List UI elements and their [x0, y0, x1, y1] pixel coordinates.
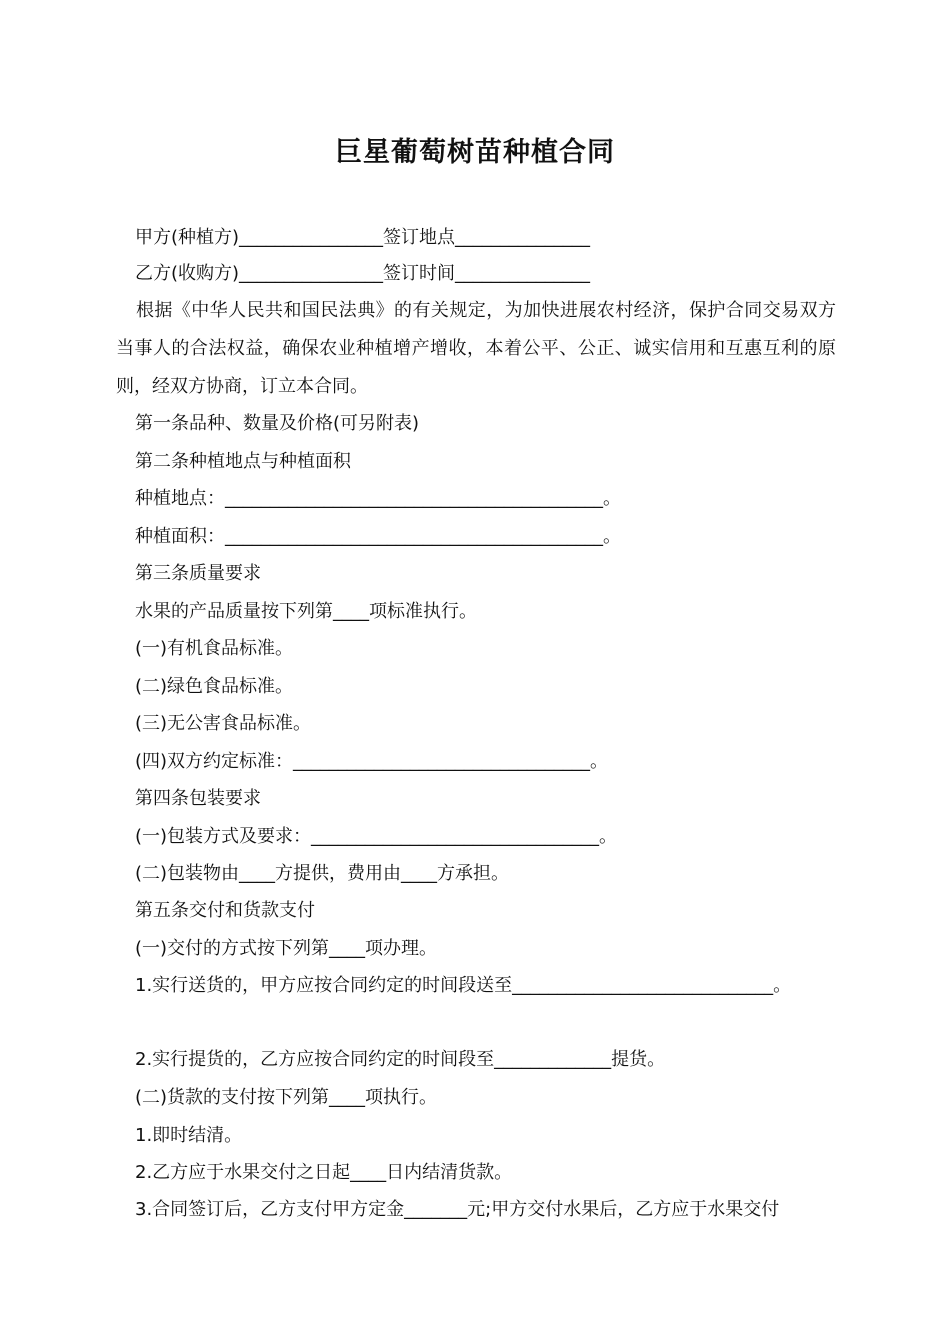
- payment-option-1: 1.即时结清。: [135, 1125, 243, 1146]
- packaging-line-1: (一)包装方式及要求：________________________________。: [135, 826, 618, 847]
- payment-method-line: (二)货款的支付按下列第____项执行。: [135, 1087, 438, 1108]
- party-b-line: 乙方(收购方)________________签订时间_______________: [135, 263, 591, 284]
- quality-option-3: (三)无公害食品标准。: [135, 713, 312, 734]
- packaging-line-2: (二)包装物由____方提供，费用由____方承担。: [135, 863, 510, 884]
- article-3-heading: 第三条质量要求: [135, 563, 261, 584]
- party-a-line: 甲方(种植方)________________签订地点_______________: [135, 227, 591, 248]
- quality-option-1: (一)有机食品标准。: [135, 638, 294, 659]
- delivery-method-line: (一)交付的方式按下列第____项办理。: [135, 938, 438, 959]
- quality-standard-line: 水果的产品质量按下列第____项标准执行。: [135, 601, 477, 622]
- document-title: 巨星葡萄树苗种植合同: [335, 137, 615, 168]
- planting-location-line: 种植地点：__________________________________________。: [135, 488, 621, 509]
- quality-option-2: (二)绿色食品标准。: [135, 676, 294, 697]
- quality-option-4: (四)双方约定标准：_________________________________。: [135, 751, 609, 772]
- payment-option-3: 3.合同签订后，乙方支付甲方定金_______元;甲方交付水果后，乙方应于水果交付: [135, 1199, 780, 1220]
- article-1-heading: 第一条品种、数量及价格(可另附表): [135, 413, 420, 434]
- article-2-heading: 第二条种植地点与种植面积: [135, 451, 351, 472]
- article-4-heading: 第四条包装要求: [135, 788, 261, 809]
- delivery-option-2: 2.实行提货的，乙方应按合同约定的时间段至_____________提货。: [135, 1049, 666, 1070]
- delivery-option-1: 1.实行送货的，甲方应按合同约定的时间段送至_____________________________。: [135, 975, 792, 996]
- article-5-heading: 第五条交付和货款支付: [135, 900, 315, 921]
- payment-option-2: 2.乙方应于水果交付之日起____日内结清货款。: [135, 1162, 513, 1183]
- intro-paragraph: 根据《中华人民共和国民法典》的有关规定，为加快进展农村经济，保护合同交易双方当事人的合法权益，确保农业种植增产增收，本着公平、公正、诚实信用和互惠互利的原则，经双方协商，订立本合同。: [116, 300, 836, 397]
- planting-area-line: 种植面积：__________________________________________。: [135, 526, 621, 547]
